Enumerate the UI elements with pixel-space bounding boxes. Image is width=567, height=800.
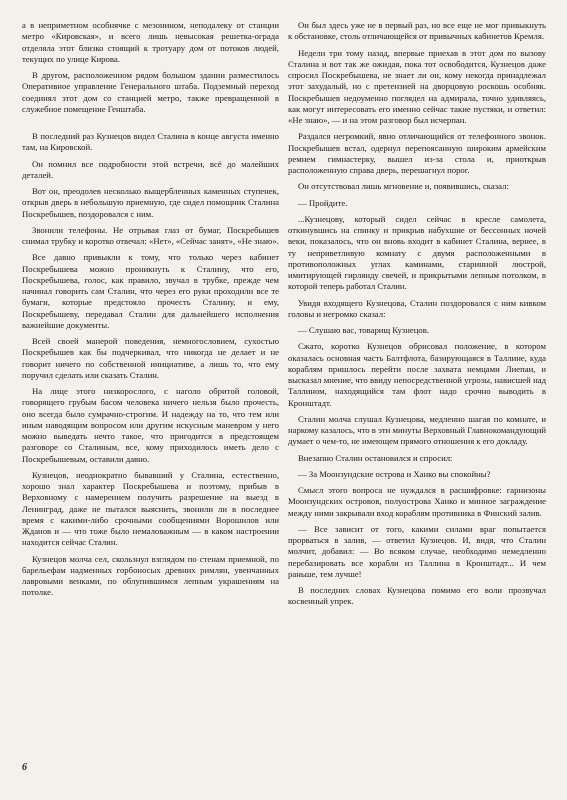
paragraph: — Слушаю вас, товарищ Кузнецов. [298,325,429,335]
paragraph: Кузнецов молча сел, скользнул взглядом по стенам приемной, по барельефам надменных горбоносых древних римлян, увенчанных лавровыми венками, по облупившимся лепным украшениям на потолке. [22,553,279,598]
paragraph: Все давно привыкли к тому, что только через кабинет Поскребышева можно проникнуть к Сталину, что его, Поскребышева, голос, как правило, звучал в трубке, прежде чем начинал говорить сам Сталин, что через его руки проходили все те бумаги, которые предстояло прочесть Сталину, и ему, Поскребышеву, передавал Сталин для дальнейшего исполнения важнейшие документы. [22,252,279,330]
paragraph: — Пройдите. [298,197,348,208]
paragraph: Он отсутствовал лишь мгновение и, появившись, сказал: [298,181,509,192]
paragraph: — За Моонзундские острова и Ханко вы спокойны? [298,468,491,479]
paragraph: Внезапно Сталин остановился и спросил: [298,452,453,463]
paragraph: а в неприметном особнячке с мезонином, неподалеку от станции метро «Кировская», и всего лишь невысокая решетка-ограда отделяла этот близко стоящий к тротуару дом от потоков людей, текущих по улице Кирова. [22,20,279,64]
paragraph: — Все зависит от того, какими силами враг попытается прорваться в залив, — ответил Кузнецов. И, видя, что Сталин молчит, добавил: — Во всяком случае, необходимо немедленно перебазировать все корабли из Таллина в Кронштадт... И чем раньше, тем лучше! [288,523,546,579]
paragraph: На лице этого низкорослого, с наголо обритой головой, говорящего грубым басом человека ничего нельзя было прочесть, оно всегда было сумрачно-строгим. И надежду на то, что тем или иным наводящим вопросом или другим искусным маневром у него можно выведать нечто такое, что пригодится в предстоящем разговоре со Сталиным, все, кому приходилось иметь дело с Поскребышевым, оставили давно. [22,386,279,464]
paragraph: Звонили телефоны. Не отрывая глаз от бумаг, Поскребышев снимал трубку и коротко отвечал: «Нет», «Сейчас занят», «Не знаю». [22,224,279,246]
paragraph: Сжато, коротко Кузнецов обрисовал положение, в котором оказалась основная часть Балтфлота, базирующаяся в Таллине, куда кораблям пришлось перейти после захвата немцами Лиепаи, и высказал мнение, что ввиду непосредственной угрозы, нависшей над Таллином, находящийся там флот надо срочно выводить в Кронштадт. [288,341,546,408]
paragraph: Он был здесь уже не в первый раз, но все еще не мог привыкнуть к обстановке, столь отличающейся от привычных кабинетов Кремля. [288,20,546,42]
page-number: 6 [22,762,27,773]
paragraph: Увидя входящего Кузнецова, Сталин поздоровался с ним кивком головы и негромко сказал: [288,297,546,319]
paragraph: Вот он, преодолев несколько выщербленных каменных ступенек, открыв дверь в небольшую приемную, где сидел помощник Сталина Поскребышев, поздоровался с ним. [22,186,279,219]
paragraph: Он помнил все подробности этой встречи, всё до малейших деталей. [22,158,279,180]
paragraph: Кузнецов, неоднократно бывавший у Сталина, естественно, хорошо знал характер Поскребышева и поэтому, прибыв в Верховному с намерением получить разрешение на выезд в Ленинград, даже не пытался выяснить, звонили ли в последнее время с какими-либо срочными сообщениями Ворошилов или Жданов и — что тоже было немаловажным — в каком настроении находится сейчас Сталин. [22,469,279,548]
paragraph: Всей своей манерой поведения, немногословием, сухостью Поскребышев как бы подчеркивал, что никогда не делает и не говорит ничего по собственной инициативе, а лишь то, что ему поручил сделать или сказать Сталин. [22,336,279,380]
paragraph: Смысл этого вопроса не нуждался в расшифровке: гарнизоны Моонзундских островов, полуострова Ханко и минное заграждение между ними закрывали вход кораблям противника в Финский залив. [288,485,546,518]
paragraph: В последних словах Кузнецова помимо его воли прозвучал косвенный упрек. [288,585,546,607]
right-column [288,20,546,613]
paragraph: Сталин молча слушал Кузнецова, медленно шагая по комнате, и наркому казалось, что в эти минуты Верховный Главнокомандующий думает о чем-то, не имеющем прямого отношения к его докладу. [288,413,546,447]
paragraph: В другом, расположенном рядом большом здании разместилось Оперативное управление Генерального штаба. Подземный переход соединял этот дом со станцией метро, также превращенной в служебное помещение Генштаба. [22,70,279,114]
paragraph: Недели три тому назад, впервые приехав в этот дом по вызову Сталина и вот так же ожидая, пока тот освободится, Кузнецов даже спросил Поскребышева, не знает ли он, кому некогда принадлежал этот захудалый, но с претензией на дворцовую роскошь особняк. Поскребышев недоуменно поглядел на адмирала, точно удивляясь, как могут интересовать его именно сейчас такие пустяки, и ответил: «Не знаю», — и на этом разговор был исчерпан. [288,47,546,125]
paragraph: ...Кузнецову, который сидел сейчас в кресле самолета, откинувшись на спинку и прикрыв набухшие от бессонных ночей веки, показалось, что он вновь входит в кабинет Сталина, вернее, в ту неприветливую комнату с двумя расположенными в противоположных углах каминами, старинной люстрой, имитирующей гирлянду свечей, и прикрытыми лепным потолком, в которой теперь работал Сталин. [288,213,546,292]
left-column [22,20,279,604]
paragraph: Раздался негромкий, явно отличающийся от телефонного звонок. Поскребышев встал, одернул перепоясанную широким армейским ремнем гимнастерку, вышел из-за стола и, приоткрыв расположенную справа дверь, перешагнул порог. [288,131,546,175]
paragraph: В последний раз Кузнецов видел Сталина в конце августа именно там, на Кировской. [22,131,279,153]
